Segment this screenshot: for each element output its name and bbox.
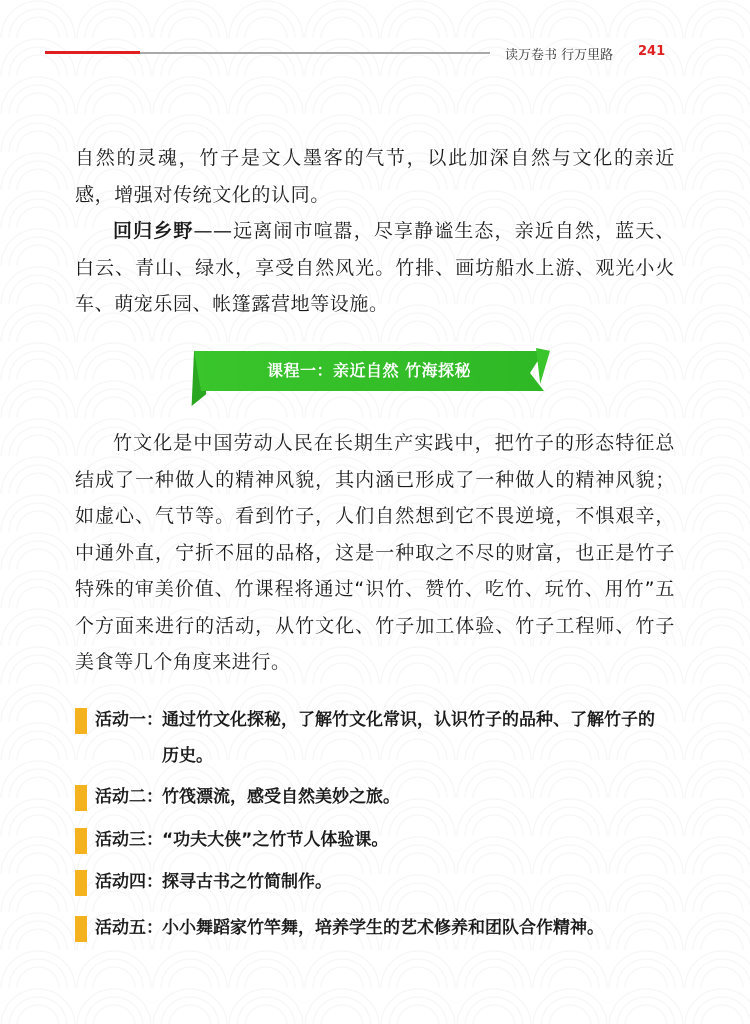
activity-text: 小小舞蹈家竹竿舞，培养学生的艺术修养和团队合作精神。 (162, 918, 604, 938)
course-section (75, 425, 675, 681)
page-number: 241 (638, 44, 666, 59)
course-banner (182, 348, 552, 408)
intro-paragraph: 自然的灵魂，竹子是文人墨客的气节，以此加深自然与文化的亲近感，增强对传统文化的认同。 (75, 147, 675, 206)
bullet-marker (75, 916, 87, 942)
bullet-marker (75, 708, 87, 734)
activity-text: 通过竹文化探秘，了解竹文化常识，认识竹子的品种、了解竹子的历史。 (162, 710, 655, 766)
return-text: ——远离闹市喧嚣，尽享静谧生态，亲近自然，蓝天、白云、青山、绿水，享受自然风光。竹排、画坊船水上游、观光小火车、萌宠乐园、帐篷露营地等设施。 (75, 220, 675, 315)
return-paragraph (75, 213, 675, 323)
page-header (0, 0, 750, 80)
activity-label: 活动二： (95, 787, 163, 807)
activity-label: 活动一： (95, 710, 163, 730)
header-slogan: 读万卷书 行万里路 (505, 48, 614, 63)
bullet-marker (75, 785, 87, 811)
activity-label: 活动五： (95, 918, 163, 938)
course-title: 课程一：亲近自然 竹海探秘 (266, 361, 472, 380)
intro-section (75, 140, 675, 323)
course-paragraph: 竹文化是中国劳动人民在长期生产实践中，把竹子的形态特征总结成了一种做人的精神风貌，其内涵已形成了一种做人的精神风貌；如虚心、气节等。看到竹子，人们自然想到它不畏逆境，不惧艰辛，中通外直，宁折不屈的品格，这是一种取之不尽的财富，也正是竹子特殊的审美价值、竹课程将通过“识竹、赞竹、吃竹、玩竹、用竹”五个方面来进行的活动，从竹文化、竹子加工体验、竹子工程师、竹子美食等几个角度来进行。 (75, 432, 675, 673)
bullet-marker (75, 828, 87, 854)
activity-label: 活动四： (95, 872, 163, 892)
activity-text: “功夫大侠”之竹节人体验课。 (162, 830, 389, 850)
header-gray-rule (140, 52, 490, 54)
bullet-marker (75, 870, 87, 896)
activity-text: 竹筏漂流，感受自然美妙之旅。 (162, 787, 400, 807)
return-heading: 回归乡野 (113, 220, 194, 242)
activity-text: 探寻古书之竹简制作。 (162, 872, 332, 892)
activity-label: 活动三： (95, 830, 163, 850)
header-red-rule (45, 51, 140, 54)
